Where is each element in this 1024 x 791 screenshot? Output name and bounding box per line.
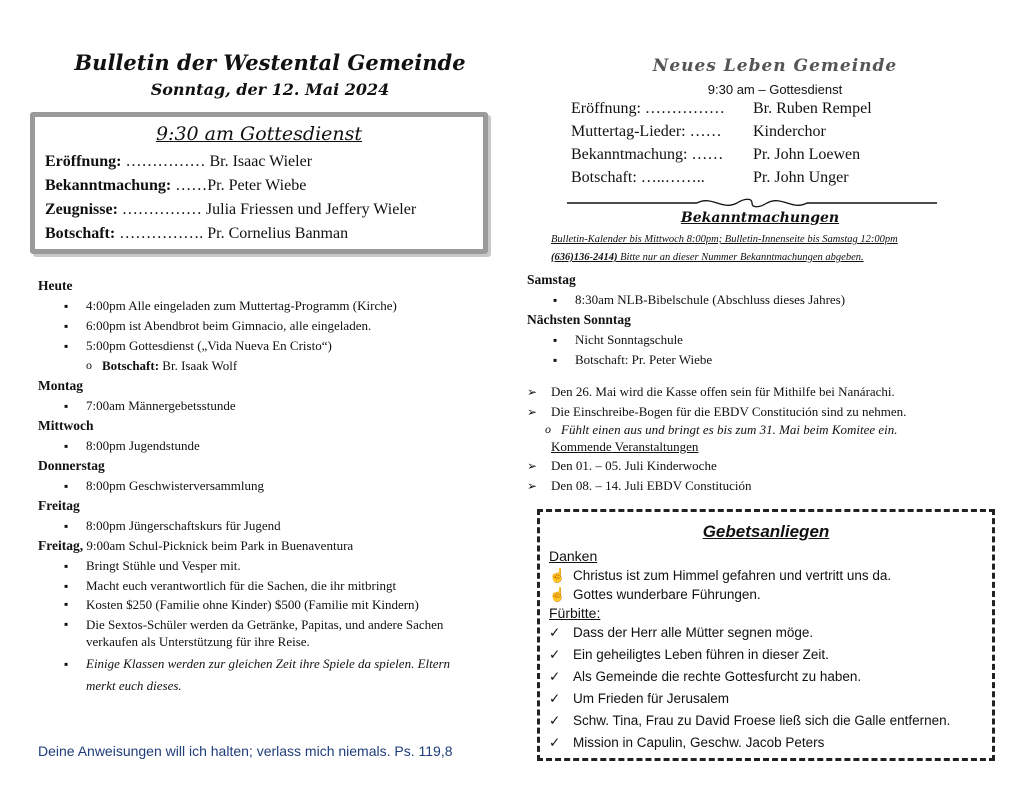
day-heading-naechsten-sonntag: Nächsten Sonntag — [527, 312, 631, 327]
praying-hands-icon: ☝ — [549, 587, 566, 602]
schedule-item: ▪ 8:00pm Jugendstunde — [86, 436, 478, 456]
intercession-item: ✓ Um Frieden für Jerusalem — [549, 691, 730, 706]
announcement-item: ➢ Die Einschreibe-Bogen für die EBDV Constitución sind zu nehmen. — [551, 402, 997, 422]
intercession-item: ✓ Dass der Herr alle Mütter segnen möge. — [549, 625, 814, 640]
service-box-title: 9:30 am Gottesdienst — [155, 123, 363, 145]
announcements-note-line2: (636)136-2414) Bitte nur an dieser Nummer Bekanntmachungen abgeben. — [551, 252, 864, 263]
announcements-note-line1: Bulletin-Kalender bis Mittwoch 8:00pm; Bulletin-Innenseite bis Samstag 12:00pm — [551, 234, 898, 245]
check-icon: ✓ — [549, 713, 561, 728]
schedule-item: ▪ 5:00pm Gottesdienst („Vida Nueva En Cristo“) — [86, 336, 478, 356]
check-icon: ✓ — [549, 735, 561, 750]
church2-schedule — [527, 270, 997, 496]
announcements-title: Bekanntmachungen — [680, 210, 840, 226]
footer-bible-verse: Deine Anweisungen will ich halten; verlass mich niemals. Ps. 119,8 — [38, 743, 453, 759]
check-icon: ✓ — [549, 647, 561, 662]
announcement-subitem: o Fühlt einen aus und bringt es bis zum 31. Mai beim Komitee ein. — [561, 422, 997, 438]
schedule-item: ▪ 4:00pm Alle eingeladen zum Muttertag-Programm (Kirche) — [86, 296, 478, 316]
schedule-item: ▪ Kosten $250 (Familie ohne Kinder) $500 (Familie mit Kindern) — [86, 596, 478, 613]
schedule-subitem: o Botschaft: Br. Isaak Wolf — [102, 356, 478, 376]
weekly-schedule — [38, 276, 478, 697]
check-icon: ✓ — [549, 625, 561, 640]
day-heading-mittwoch: Mittwoch — [38, 418, 94, 433]
schedule-item: ▪ Macht euch verantwortlich für die Sachen, die ihr mitbringt — [86, 576, 478, 596]
bulletin-date: Sonntag, der 12. Mai 2024 — [150, 80, 390, 99]
check-icon: ✓ — [549, 669, 561, 684]
day-heading-donnerstag: Donnerstag — [38, 458, 105, 473]
day-heading-samstag: Samstag — [527, 272, 576, 287]
intercession-item: ✓ Mission in Capulin, Geschw. Jacob Peters — [549, 735, 825, 750]
announcement-item: ➢ Den 26. Mai wird die Kasse offen sein für Mithilfe bei Nanárachi. — [551, 382, 997, 402]
thanks-item: ☝ Christus ist zum Himmel gefahren und vertritt uns da. — [549, 568, 892, 583]
service-row-message: Botschaft: ……………. Pr. Cornelius Banman — [45, 225, 349, 242]
intercession-item: ✓ Schw. Tina, Frau zu David Froese ließ sich die Galle entfernen. — [549, 713, 951, 728]
intercession-heading: Fürbitte: — [549, 605, 601, 621]
prayer-title: Gebetsanliegen — [702, 522, 830, 541]
church2-row-mothersday: Muttertag-Lieder: …… Kinderchor — [571, 123, 826, 140]
service-row-testimonies: Zeugnisse: …………… Julia Friessen und Jeffery Wieler — [45, 201, 417, 218]
intercession-item: ✓ Ein geheiligtes Leben führen in dieser Zeit. — [549, 647, 829, 662]
church2-row-message: Botschaft: …..…….. Pr. John Unger — [571, 169, 849, 186]
thanks-heading: Danken — [549, 548, 598, 564]
schedule-item: ▪ 8:30am NLB-Bibelschule (Abschluss dieses Jahres) — [575, 290, 997, 310]
service-row-opening: Eröffnung: …………… Br. Isaac Wieler — [45, 153, 313, 170]
intercession-item: ✓ Als Gemeinde die rechte Gottesfurcht zu haben. — [549, 669, 862, 684]
day-heading-heute: Heute — [38, 278, 73, 293]
schedule-item: ▪ 6:00pm ist Abendbrot beim Gimnacio, alle eingeladen. — [86, 316, 478, 336]
schedule-item: ▪ Botschaft: Pr. Peter Wiebe — [575, 350, 997, 370]
thanks-item: ☝ Gottes wunderbare Führungen. — [549, 587, 761, 602]
schedule-item: ▪ 8:00pm Jüngerschaftskurs für Jugend — [86, 516, 478, 536]
day-heading-freitag: Freitag — [38, 498, 80, 513]
schedule-item: ▪ 8:00pm Geschwisterversammlung — [86, 476, 478, 496]
ornament-divider — [567, 196, 937, 210]
church2-row-opening: Eröffnung: …………… Br. Ruben Rempel — [571, 100, 872, 117]
day-heading-montag: Montag — [38, 378, 83, 393]
schedule-item: ▪ Bringt Stühle und Vesper mit. — [86, 556, 478, 576]
day-heading-freitag-picnic: Freitag, 9:00am Schul-Picknick beim Park in Buenaventura — [38, 538, 354, 553]
church2-row-announcements: Bekanntmachung: …… Pr. John Loewen — [571, 146, 861, 163]
schedule-item: ▪ Die Sextos-Schüler werden da Getränke, Papitas, und andere Sachen verkaufen als Unterstützung für ihre Reise. — [86, 616, 478, 650]
praying-hands-icon: ☝ — [549, 568, 566, 583]
church2-service-time: 9:30 am – Gottesdienst — [707, 82, 843, 97]
service-row-announcements: Bekanntmachung: ……Pr. Peter Wiebe — [45, 177, 307, 194]
service-box — [30, 112, 488, 254]
bulletin-title: Bulletin der Westental Gemeinde — [74, 50, 466, 75]
event-item: ➢ Den 08. – 14. Juli EBDV Constitución — [551, 476, 997, 496]
upcoming-events-heading: Kommende Veranstaltungen — [551, 439, 699, 454]
check-icon: ✓ — [549, 691, 561, 706]
schedule-item: ▪ 7:00am Männergebetsstunde — [86, 396, 478, 416]
schedule-item: ▪ Einige Klassen werden zur gleichen Zeit ihre Spiele da spielen. Eltern merkt euch dieses. — [86, 653, 478, 697]
schedule-item: ▪ Nicht Sonntagschule — [575, 330, 997, 350]
church2-title: Neues Leben Gemeinde — [652, 56, 898, 76]
event-item: ➢ Den 01. – 05. Juli Kinderwoche — [551, 456, 997, 476]
prayer-requests-box — [537, 509, 995, 761]
